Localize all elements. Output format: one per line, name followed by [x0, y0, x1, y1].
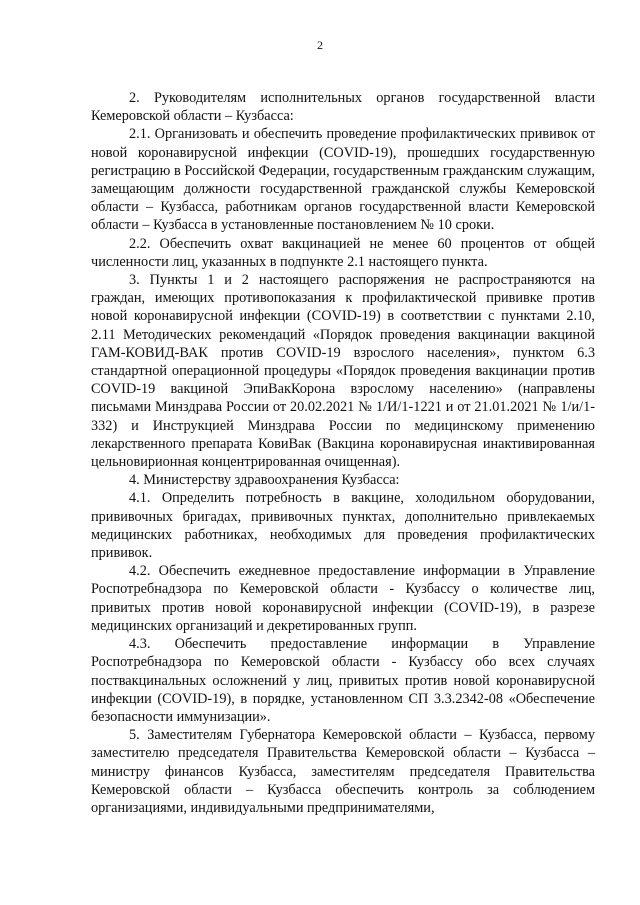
- paragraph-4-3: 4.3. Обеспечить предоставление информации в Управление Роспотребнадзора по Кемеровской области - Кузбассу обо всех случаях поствакцинальных осложнений у лиц, привитых против новой коронавирусной инфекции (COVID-19), в порядке, установленном СП 3.3.2342-08 «Обеспечение безопасности иммунизации».: [91, 636, 595, 725]
- page-number: 2: [317, 38, 323, 52]
- paragraph-2-1: 2.1. Организовать и обеспечить проведение профилактических прививок от новой коронавирусной инфекции (COVID-19), прошедших государственную регистрацию в Российской Федерации, государственным гражданским служащим, замещающим должности государственной гражданской службы Кемеровской области – Кузбасса, работникам органов государственной власти Кемеровской области – Кузбасса в установленные постановлением № 10 сроки.: [91, 126, 595, 234]
- paragraph-4-2: 4.2. Обеспечить ежедневное предоставление информации в Управление Роспотребнадзора по Кемеровской области - Кузбассу о количестве лиц, привитых против новой коронавирусной инфекции (COVID-19), в разрезе медицинских организаций и декретированных групп.: [91, 563, 595, 634]
- document-body: [91, 89, 595, 817]
- paragraph-2: 2. Руководителям исполнительных органов государственной власти Кемеровской области – Кузбасса:: [91, 90, 595, 125]
- paragraph-3: 3. Пункты 1 и 2 настоящего распоряжения не распространяются на граждан, имеющих противопоказания к профилактической прививке против новой коронавирусной инфекции (COVID-19) в соответствии с пунктами 2.10, 2.11 Методических рекомендаций «Порядок проведения вакцинации вакциной ГАМ-КОВИД-ВАК против COVID-19 взрослого населения», пунктом 6.3 стандартной операционной процедуры «Порядок проведения вакцинации против COVID-19 вакциной ЭпиВакКорона взрослому населению» (направлены письмами Минздрава России от 20.02.2021 № 1/И/1-1221 и от 21.01.2021 № 1/и/1-332) и Инструкцией Минздрава России по медицинскому применению лекарственного препарата КовиВак (Вакцина коронавирусная инактивированная цельновирионная концентрированная очищенная).: [91, 272, 595, 471]
- paragraph-5: 5. Заместителям Губернатора Кемеровской области – Кузбасса, первому заместителю председателя Правительства Кемеровской области – Кузбасса – министру финансов Кузбасса, заместителям председателя Правительства Кемеровской области – Кузбасса обеспечить контроль за соблюдением организациями, индивидуальными предпринимателями,: [91, 727, 595, 816]
- paragraph-2-2: 2.2. Обеспечить охват вакцинацией не менее 60 процентов от общей численности лиц, указанных в подпункте 2.1 настоящего пункта.: [91, 235, 595, 270]
- paragraph-4: 4. Министерству здравоохранения Кузбасса:: [129, 472, 400, 489]
- paragraph-4-1: 4.1. Определить потребность в вакцине, холодильном оборудовании, прививочных бригадах, прививочных пунктах, дополнительно привлекаемых медицинских работниках, необходимых для проведения профилактических прививок.: [91, 490, 595, 562]
